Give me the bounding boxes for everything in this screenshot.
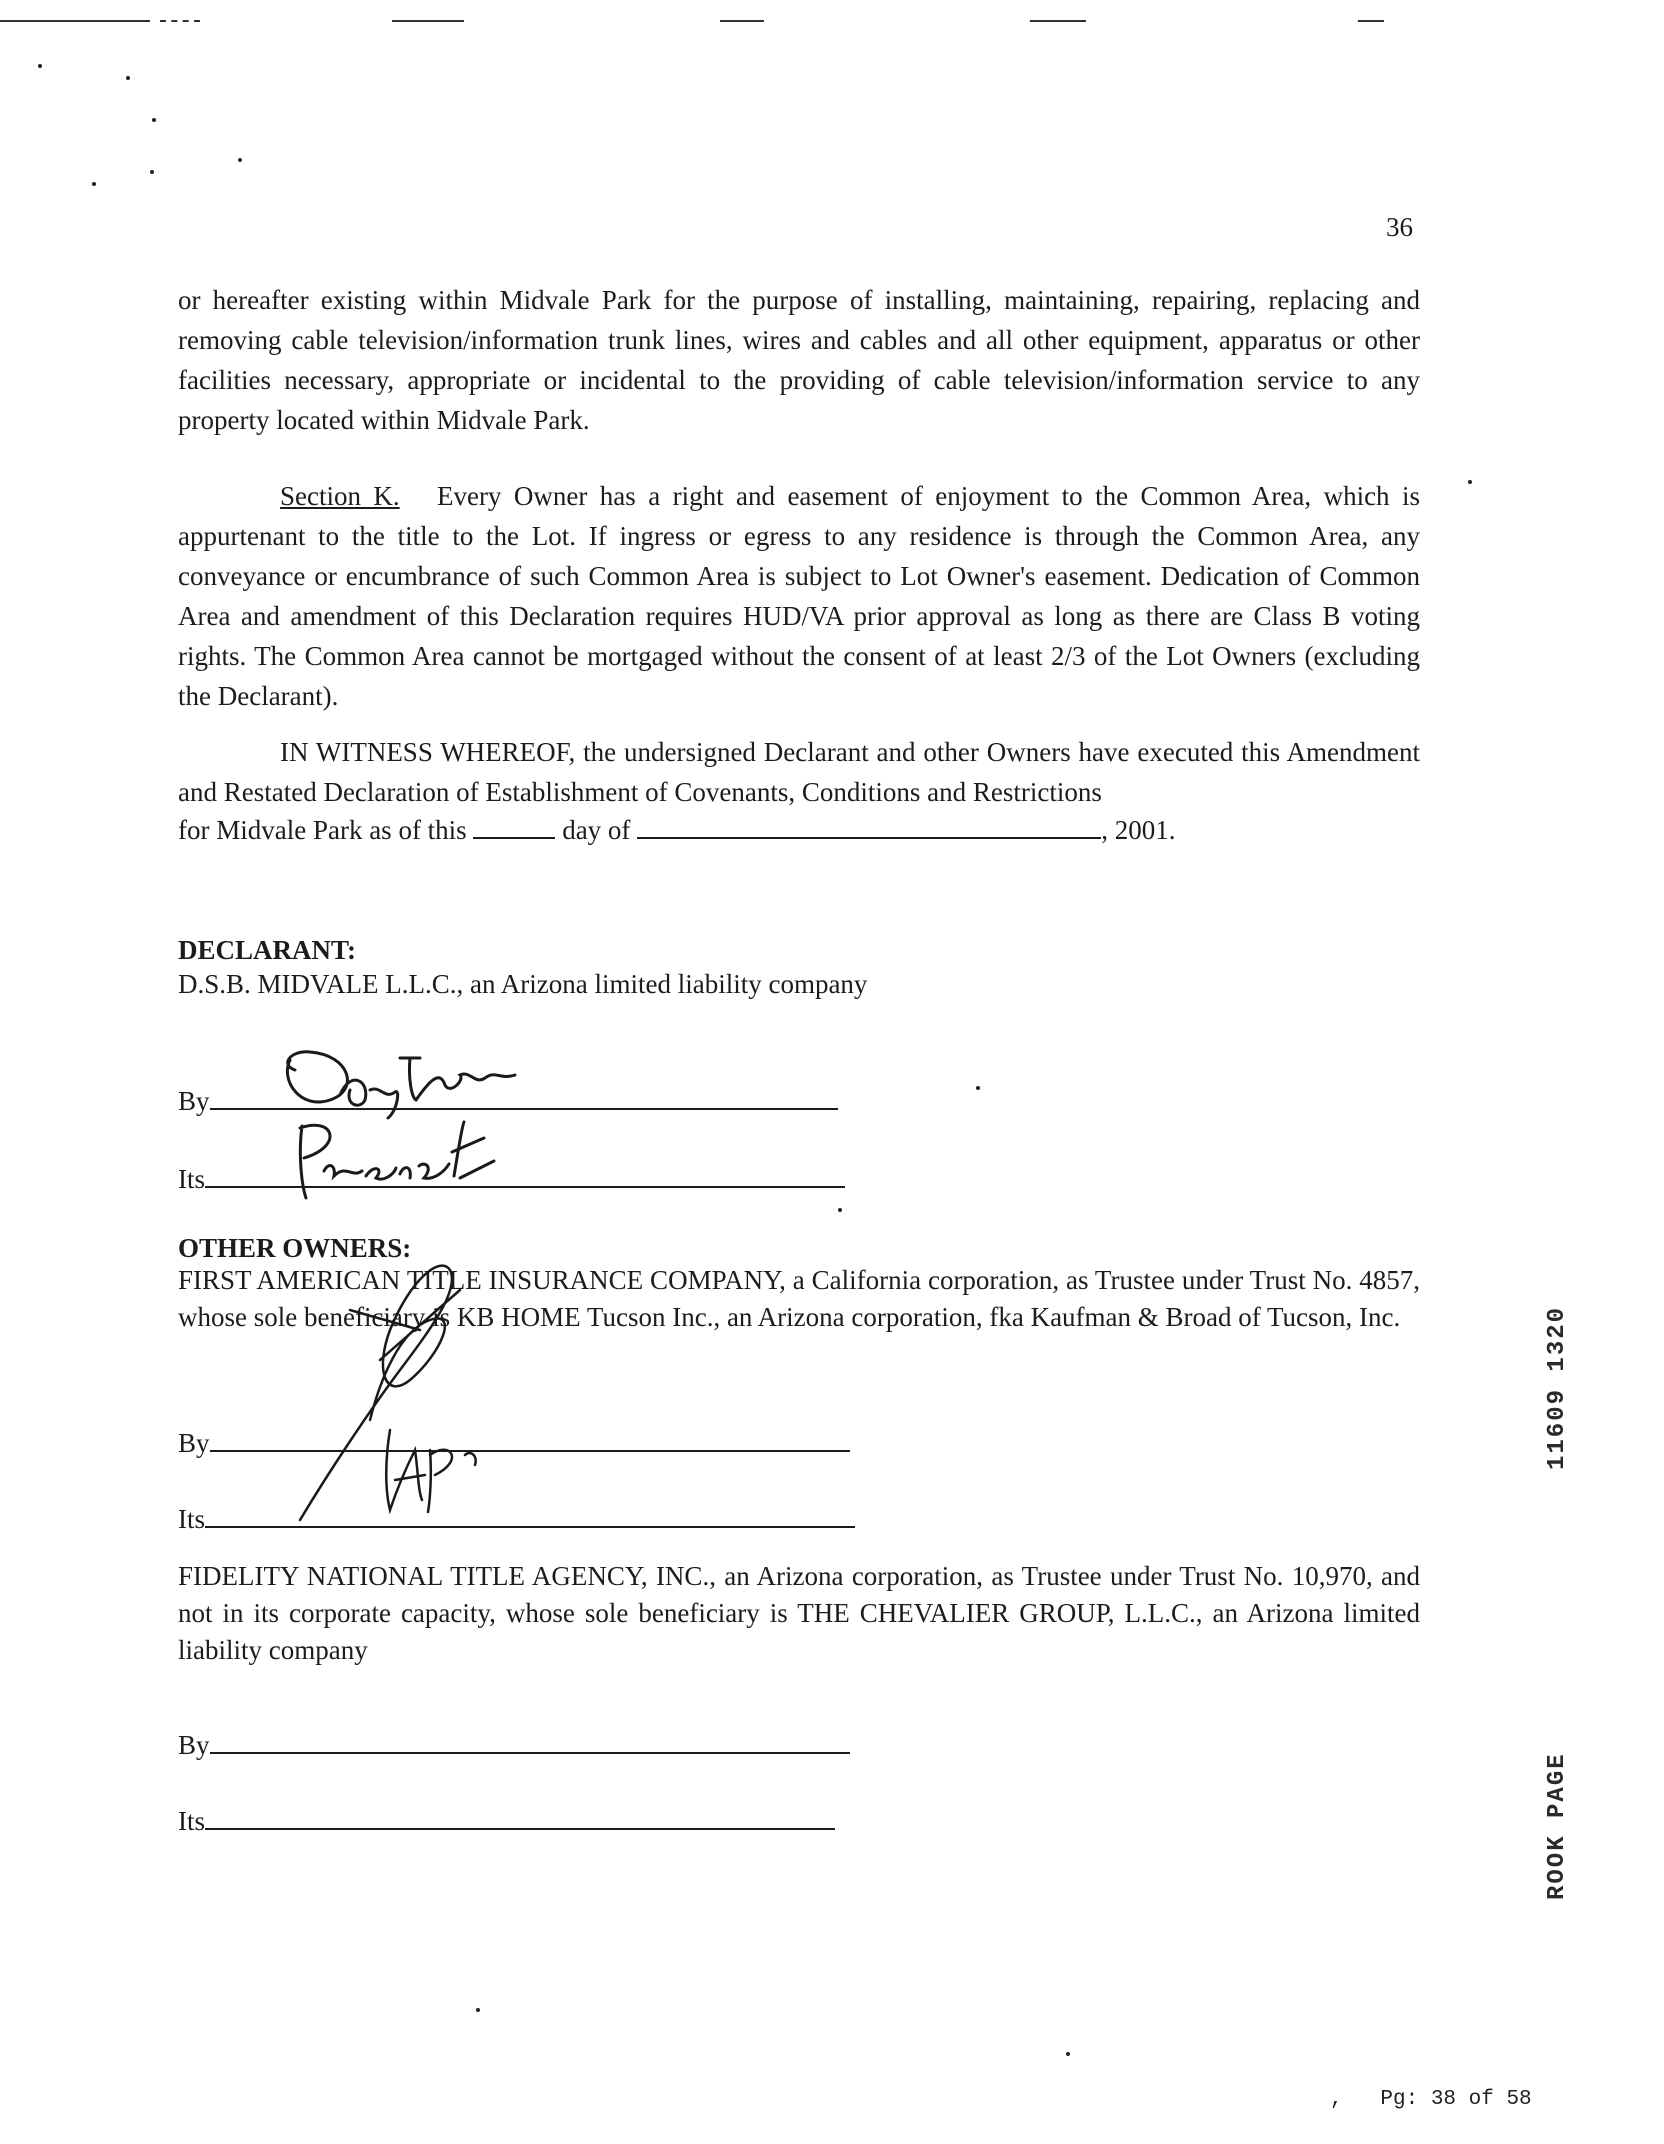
scan-speck [238, 158, 242, 162]
continuation-paragraph: or hereafter existing within Midvale Park for the purpose of installing, maintaining, repairing, replacing and removing cable television/information trunk lines, wires and cables and all other equipment, apparatus or other facilities necessary, appropriate or incidental to the providing of cable television/information service to any property located within Midvale Park. [178, 285, 1420, 435]
first-american-its-label: Its [178, 1504, 205, 1534]
declarant-name: D.S.B. MIDVALE L.L.C., an Arizona limited liability company [178, 969, 868, 999]
declarant-its-label: Its [178, 1164, 205, 1194]
first-american-by-label: By [178, 1428, 210, 1458]
first-american-paragraph: FIRST AMERICAN TITLE INSURANCE COMPANY, a California corporation, as Trustee under Trust No. 4857, whose sole beneficiary is KB HOME Tucson Inc., an Arizona corporation, fka Kaufman & Broad of Tucson, Inc. [178, 1265, 1420, 1332]
witness-paragraph [178, 732, 1420, 812]
witness-date-prefix: for Midvale Park as of this [178, 815, 467, 845]
header-rule [720, 20, 764, 22]
section-k-paragraph [178, 476, 1420, 716]
recording-stamp-lower: ROOK PAGE [1544, 1752, 1571, 1900]
scan-speck [1468, 480, 1472, 484]
header-rule [1358, 20, 1384, 22]
declarant-heading: DECLARANT: [178, 935, 357, 965]
witness-day-label: day of [562, 815, 631, 845]
fidelity-by-line [178, 1726, 850, 1761]
header-rule [0, 20, 150, 22]
fidelity-paragraph: FIDELITY NATIONAL TITLE AGENCY, INC., an Arizona corporation, as Trustee under Trust No. 10,970, and not in its corporate capacity, whose sole beneficiary is THE CHEVALIER GROUP, L.L.C., an Arizona limited liability company [178, 1561, 1420, 1665]
scan-speck [838, 1208, 842, 1212]
header-rule [392, 20, 464, 22]
scan-speck [150, 170, 154, 174]
header-rule [1030, 20, 1086, 22]
scan-speck [152, 118, 156, 122]
first-american-signature [290, 1250, 530, 1530]
witness-text: IN WITNESS WHEREOF, the undersigned Declarant and other Owners have executed this Amendment and Restated Declaration of Establishment of Covenants, Conditions and Restrictions [178, 737, 1420, 807]
other-owners-heading: OTHER OWNERS: [178, 1233, 412, 1263]
footer-mark: , [1330, 2088, 1343, 2111]
scan-speck [92, 182, 96, 186]
scan-speck [476, 2008, 480, 2012]
fidelity-its-rule [205, 1802, 835, 1830]
page-number: 36 [1386, 212, 1413, 242]
section-k-text: Every Owner has a right and easement of enjoyment to the Common Area, which is appurtenant to the title to the Lot. If ingress or egress to any residence is through the Common Area, any conveyance or encumbrance of such Common Area is subject to Lot Owner's easement. Dedication of Common Area and amendment of this Declaration requires HUD/VA prior approval as long as there are Class B voting rights. The Common Area cannot be mortgaged without the consent of at least 2/3 of the Lot Owners (excluding the Declarant). [178, 481, 1420, 711]
scan-speck [126, 76, 130, 80]
section-k-label: Section K. [280, 481, 400, 511]
scan-speck [38, 64, 42, 68]
witness-date-line [178, 812, 1175, 848]
scan-speck [1066, 2052, 1070, 2056]
scan-speck [976, 1086, 980, 1090]
day-blank [473, 813, 555, 839]
month-blank [637, 813, 1101, 839]
declarant-title-signature [284, 1116, 514, 1206]
fidelity-by-rule [210, 1726, 850, 1754]
declarant-signature [270, 1040, 530, 1120]
header-rule [160, 20, 200, 22]
fidelity-by-label: By [178, 1730, 210, 1760]
witness-year: , 2001. [1101, 815, 1176, 845]
fidelity-its-line [178, 1802, 835, 1837]
recording-stamp-upper: 11609 1320 [1544, 1305, 1571, 1470]
declarant-by-label: By [178, 1086, 210, 1116]
fidelity-its-label: Its [178, 1806, 205, 1836]
footer-page-indicator [1330, 2088, 1532, 2111]
footer-page-text: Pg: 38 of 58 [1380, 2088, 1532, 2111]
